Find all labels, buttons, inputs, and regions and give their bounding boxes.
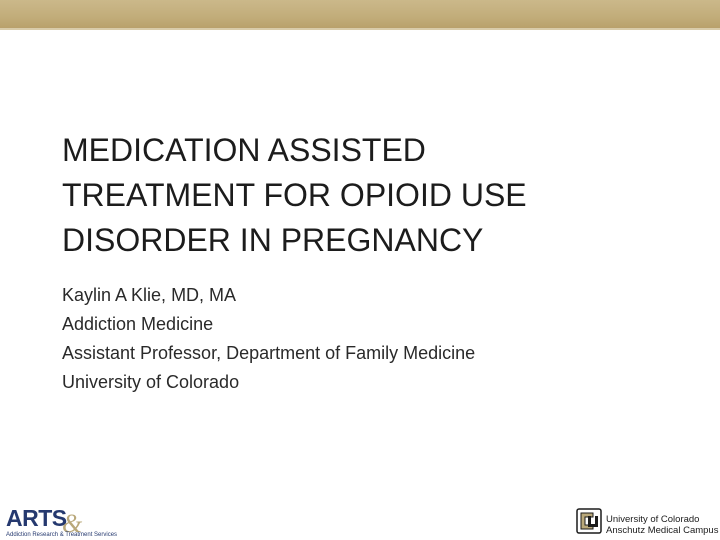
title-line: TREATMENT FOR OPIOID USE [62,177,527,213]
author-institution: University of Colorado [62,372,240,392]
title-line: DISORDER IN PREGNANCY [62,222,484,258]
author-name: Kaylin A Klie, MD, MA [62,285,237,305]
header-rule [0,28,720,30]
author-specialty: Addiction Medicine [62,314,214,334]
arts-logo-ampersand: & [62,509,83,538]
header-band [0,0,720,28]
cu-logo-text [606,514,718,536]
title-line: MEDICATION ASSISTED [62,132,426,168]
author-position: Assistant Professor, Department of Family Medicine [62,343,476,363]
cu-logo [576,508,719,538]
arts-logo-tagline: Addiction Research & Treatment Services [6,532,118,538]
cu-emblem-icon [576,508,602,534]
slide-title [62,128,662,263]
arts-logo [4,505,124,540]
slide-subtitle [62,281,662,397]
cu-logo-line2: Anschutz Medical Campus [606,525,719,536]
arts-logo-word: ARTS [6,505,67,531]
cu-logo-line1: University of Colorado [606,514,700,525]
